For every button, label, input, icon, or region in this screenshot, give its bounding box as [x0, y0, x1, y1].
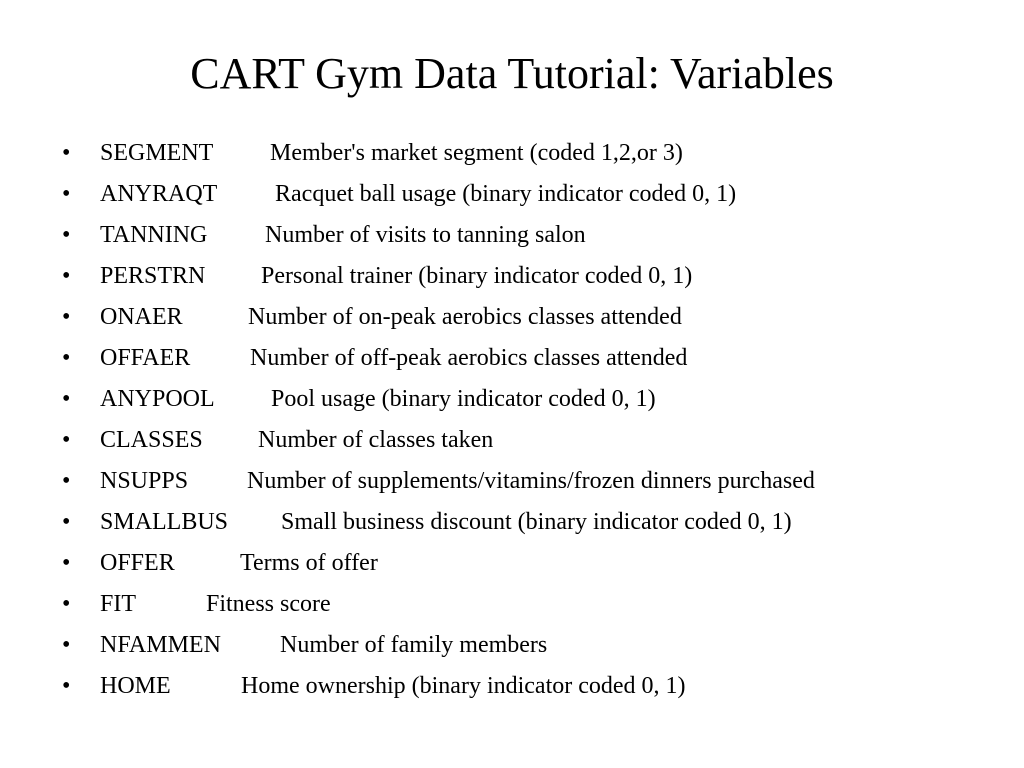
variable-description: Racquet ball usage (binary indicator coded 0, 1) — [275, 181, 737, 207]
list-item — [62, 420, 815, 461]
variable-name: ANYRAQT — [100, 181, 218, 207]
variable-name: TANNING — [100, 222, 208, 248]
variable-description: Number of classes taken — [258, 427, 494, 453]
bullet-icon: • — [62, 550, 71, 576]
bullet-icon: • — [62, 427, 71, 453]
bullet-icon: • — [62, 509, 71, 535]
variable-description: Terms of offer — [240, 550, 378, 576]
variable-description: Fitness score — [206, 591, 331, 617]
variable-name: SMALLBUS — [100, 509, 229, 535]
list-item — [62, 502, 815, 543]
bullet-icon: • — [62, 181, 71, 207]
list-item — [62, 338, 815, 379]
variable-description: Number of on-peak aerobics classes attended — [248, 304, 682, 330]
variable-description: Number of supplements/vitamins/frozen dinners purchased — [247, 468, 815, 494]
variable-name: OFFAER — [100, 345, 191, 371]
variable-description: Number of visits to tanning salon — [265, 222, 586, 248]
variable-name: CLASSES — [100, 427, 203, 453]
bullet-icon: • — [62, 140, 71, 166]
list-item — [62, 379, 815, 420]
bullet-icon: • — [62, 673, 71, 699]
bullet-icon: • — [62, 345, 71, 371]
variable-name: ONAER — [100, 304, 183, 330]
variable-name: HOME — [100, 673, 171, 699]
variable-description: Home ownership (binary indicator coded 0, 1) — [241, 673, 686, 699]
variable-name: PERSTRN — [100, 263, 206, 289]
variable-description: Small business discount (binary indicator coded 0, 1) — [281, 509, 792, 535]
variable-description: Personal trainer (binary indicator coded 0, 1) — [261, 263, 693, 289]
bullet-icon: • — [62, 263, 71, 289]
variable-name: FIT — [100, 591, 136, 617]
list-item — [62, 625, 815, 666]
variable-name: SEGMENT — [100, 140, 214, 166]
variable-name: NSUPPS — [100, 468, 189, 494]
variable-list — [62, 133, 815, 707]
bullet-icon: • — [62, 632, 71, 658]
variable-name: NFAMMEN — [100, 632, 221, 658]
variable-description: Number of family members — [280, 632, 548, 658]
bullet-icon: • — [62, 386, 71, 412]
variable-name: OFFER — [100, 550, 175, 576]
slide-title: CART Gym Data Tutorial: Variables — [190, 49, 834, 98]
list-item — [62, 543, 815, 584]
variable-description: Number of off-peak aerobics classes attended — [250, 345, 688, 371]
list-item — [62, 584, 815, 625]
list-item — [62, 256, 815, 297]
list-item — [62, 461, 815, 502]
bullet-icon: • — [62, 468, 71, 494]
list-item — [62, 133, 815, 174]
bullet-icon: • — [62, 591, 71, 617]
list-item — [62, 666, 815, 707]
bullet-icon: • — [62, 222, 71, 248]
list-item — [62, 174, 815, 215]
variable-description: Pool usage (binary indicator coded 0, 1) — [271, 386, 656, 412]
list-item — [62, 297, 815, 338]
list-item — [62, 215, 815, 256]
bullet-icon: • — [62, 304, 71, 330]
variable-name: ANYPOOL — [100, 386, 215, 412]
variable-description: Member's market segment (coded 1,2,or 3) — [270, 140, 683, 166]
